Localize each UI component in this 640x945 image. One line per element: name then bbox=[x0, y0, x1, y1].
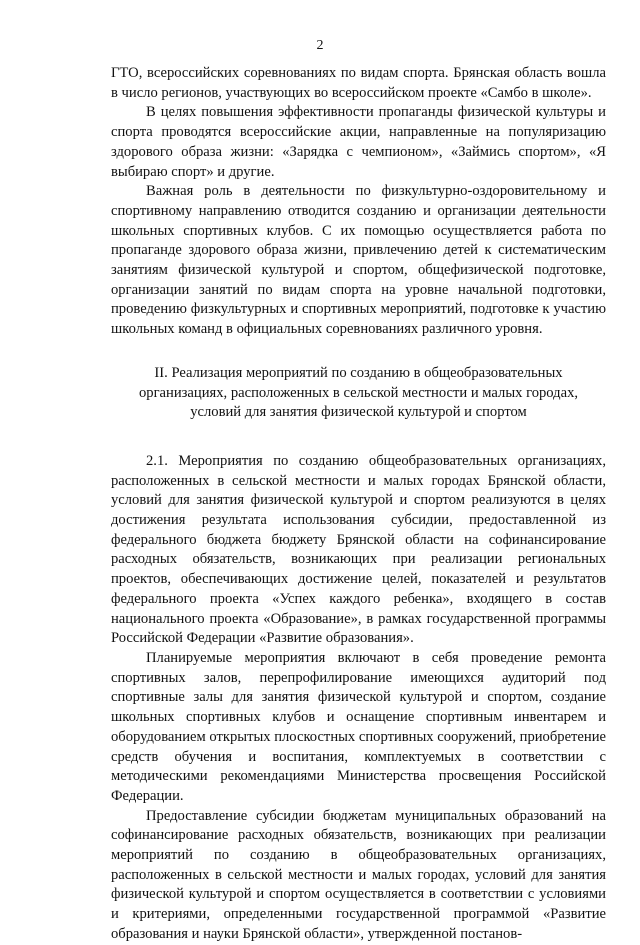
paragraph-2-1-measures: 2.1. Мероприятия по созданию общеобразовательных организациях, расположенных в сельской местности и малых городах Брянской области, условий для занятия физической культурой и спортом реализуются в целях достижения результата использования субсидии, предоставленной из федерального бюджета бюджету Брянской области на софинансирование расходных обязательств, возникающих при реализации региональных проектов, обеспечивающих достижение целей, показателей и результатов федерального проекта «Успех каждого ребенка», входящего в состав национального проекта «Образование», в рамках государственной программы Российской Федерации «Развитие образования». bbox=[111, 452, 606, 647]
section-heading bbox=[111, 364, 606, 423]
page-number: 2 bbox=[316, 38, 324, 53]
paragraph-school-sports-clubs: Важная роль в деятельности по физкультурно-оздоровительному и спортивному направлению отводится созданию и организации деятельности школьных спортивных клубов. С их помощью осуществляется работа по пропаганде здорового образа жизни, привлечению детей к систематическим занятиям физической культурой и спортом, общефизической подготовке, организации занятий по видам спорта на уровне начальной подготовки, проведению физкультурных и спортивных мероприятий, подготовке к участию школьных команд в официальных соревнованиях различного уровня. bbox=[111, 183, 606, 338]
section-heading-line: организациях, расположенных в сельской местности и малых городах, bbox=[138, 384, 579, 401]
paragraph-planned-measures: Планируемые мероприятия включают в себя проведение ремонта спортивных залов, перепрофилирование имеющихся аудиторий под спортивные залы для занятия физической культурой и спортом, создание школьных спортивных клубов и оснащение спортивным инвентарем и оборудованием открытых плоскостных спортивных сооружений, приобретение средств обучения и воспитания, комплектуемых в соответствии с методическими рекомендациями Министерства просвещения Российской Федерации. bbox=[111, 649, 606, 804]
document-body bbox=[111, 64, 606, 945]
section-heading-line: условий для занятия физической культурой и спортом bbox=[190, 404, 527, 421]
paragraph-subsidy-provision: Предоставление субсидии бюджетам муниципальных образований на софинансирование расходных обязательств, возникающих при реализации мероприятий по созданию в общеобразовательных организациях, расположенных в сельской местности и малых городах, условий для занятия физической культурой и спортом осуществляется в соответствии с условиями и критериями, определенными государственной программой «Развитие образования и науки Брянской области», утвержденной постанов- bbox=[111, 807, 606, 942]
paragraph-sport-promotion-campaigns: В целях повышения эффективности пропаганды физической культуры и спорта проводятся всероссийские акции, направленные на популяризацию здорового образа жизни: «Зарядка с чемпионом», «Займись спортом», «Я выбираю спорт» и другие. bbox=[111, 104, 606, 180]
paragraph-gto-sambo: ГТО, всероссийских соревнованиях по видам спорта. Брянская область вошла в число регионов, участвующих во всероссийском проекте «Самбо в школе». bbox=[111, 65, 606, 101]
section-heading-line: II. Реализация мероприятий по созданию в общеобразовательных bbox=[154, 364, 563, 381]
